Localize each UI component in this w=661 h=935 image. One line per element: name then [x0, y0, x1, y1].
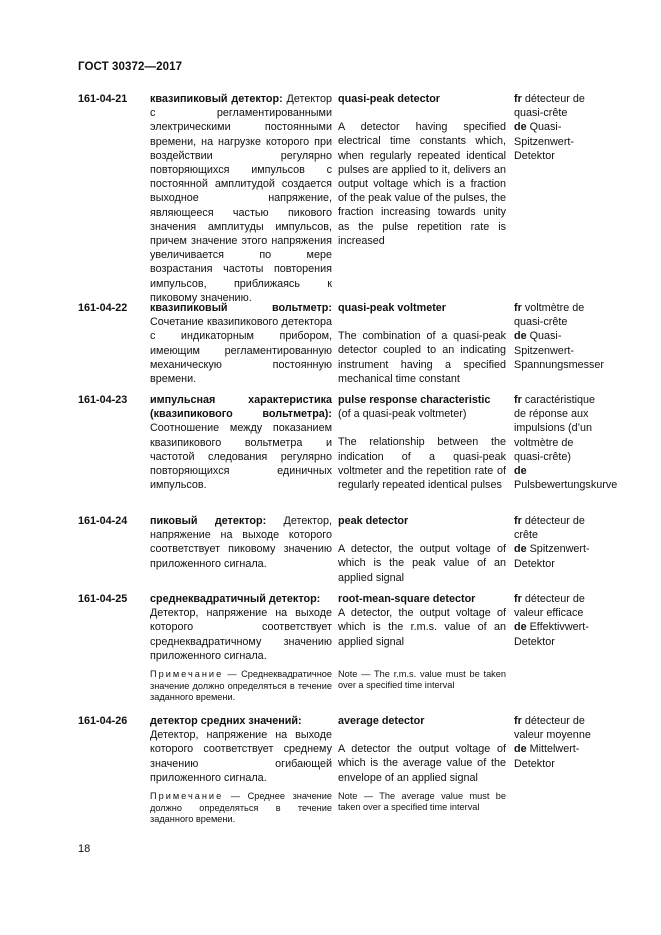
de-term: Quasi-Spitzenwert-Spannungsmesser	[514, 330, 605, 371]
fr-label: fr	[514, 93, 522, 105]
ru-definition	[150, 393, 332, 492]
en-definition	[338, 301, 506, 386]
fr-label: fr	[514, 715, 522, 727]
ru-note-text: — Среднее значение должно определяться в течение заданного времени.	[150, 791, 332, 825]
fr-term: caractéristique de réponse aux impulsions (d’un voltmètre de quasi-crête)	[514, 394, 596, 463]
en-definition	[338, 514, 506, 585]
de-label: de	[514, 465, 527, 478]
en-definition	[338, 393, 506, 492]
term-entry	[78, 301, 605, 393]
other-languages	[514, 714, 598, 771]
ru-definition	[150, 592, 332, 704]
entry-number: 161-04-22	[78, 302, 128, 314]
term-entry	[78, 514, 588, 592]
de-label: de	[514, 121, 527, 134]
de-label: de	[514, 621, 527, 634]
other-languages	[514, 514, 598, 571]
en-text: A detector, the output voltage of which is the peak value of an applied signal	[338, 543, 506, 584]
ru-term: квазипиковый детектор:	[150, 93, 283, 105]
en-definition	[338, 592, 506, 692]
ru-term: среднеквадратичный детектор:	[150, 593, 321, 605]
ru-definition	[150, 714, 332, 826]
en-note: Note — The average value must be taken over a specified time interval	[338, 790, 506, 813]
ru-note	[150, 669, 332, 704]
fr-term: détecteur de valeur efficace	[514, 593, 585, 620]
entry-number: 161-04-23	[78, 394, 128, 406]
document-header: ГОСТ 30372—2017	[78, 61, 183, 73]
fr-label: fr	[514, 302, 522, 314]
ru-text: Детектор с регламентированными электрическими постоянными времени, на нагрузке которого при воздействии регулярно повторяющихся импульсов с постоянной амплитудой создается выходное напряжение, являющееся частью пикового значения амплитуды импульсов, причем значение этого напряжения увеличивается по мере возрастания частоты повторения импульсов, приближаясь к пиковому значению.	[150, 93, 332, 304]
ru-term: детектор средних значений:	[150, 715, 302, 727]
fr-term: détecteur de valeur moyenne	[514, 715, 591, 742]
en-text: The relationship between the indication of a quasi-peak voltmeter and the repetition rate of regularly repeated identical pulses	[338, 436, 506, 492]
ru-note-text: — Среднеквадратичное значение должно определяться в течение заданного времени.	[150, 669, 332, 703]
de-term: Effektivwert-Detektor	[514, 621, 589, 648]
de-term: Mittelwert-Detektor	[514, 743, 580, 770]
ru-note-label: Примечание	[150, 669, 224, 680]
fr-label: fr	[514, 394, 522, 406]
entry-number: 161-04-21	[78, 93, 128, 105]
en-term: root-mean-square detector	[338, 593, 476, 605]
term-entry	[78, 714, 591, 836]
term-entry	[78, 393, 618, 514]
de-term: Quasi-Spitzenwert-Detektor	[514, 121, 575, 162]
en-definition	[338, 714, 506, 814]
en-term: quasi-peak voltmeter	[338, 302, 447, 314]
other-languages	[514, 301, 605, 372]
en-text: A detector having specified electrical time constants which, when regularly repeated identical pulses are applied to it, delivers an output voltage which is a fraction of the peak value of the pulses, the fraction increasing towards unity as the pulse repetition rate is increased	[338, 121, 506, 247]
entry-number: 161-04-24	[78, 515, 128, 527]
other-languages	[514, 592, 598, 649]
ru-text: Детектор, напряжение на выходе которого соответствует пиковому значению приложенного сигнала.	[150, 515, 333, 570]
fr-label: fr	[514, 515, 522, 527]
terms-table	[78, 92, 618, 836]
en-text: A detector, the output voltage of which is the r.m.s. value of an applied signal	[338, 607, 506, 648]
fr-term: détecteur de quasi-crête	[514, 93, 585, 120]
en-term: quasi-peak detector	[338, 93, 441, 105]
de-term: Spitzenwert-Detektor	[514, 543, 590, 570]
ru-text: Детектор, напряжение на выходе которого соответствует среднему значению огибающей приложенного сигнала.	[150, 729, 332, 784]
de-label: de	[514, 330, 527, 343]
fr-term: voltmètre de quasi-crête	[514, 302, 585, 329]
en-definition	[338, 92, 506, 248]
en-text: A detector the output voltage of which is the average value of the envelope of an applied signal	[338, 743, 506, 784]
en-text: The combination of a quasi-peak detector coupled to an indicating instrument having a specified mechanical time constant	[338, 330, 506, 385]
term-entry	[78, 592, 588, 714]
de-label: de	[514, 743, 527, 756]
ru-definition	[150, 301, 332, 386]
en-note: Note — The r.m.s. value must be taken over a specified time interval	[338, 668, 506, 691]
en-term: average detector	[338, 715, 425, 727]
en-term: pulse response characteristic	[338, 394, 491, 406]
ru-definition	[150, 92, 332, 305]
ru-text: Сочетание квазипикового детектора с индикаторным прибором, имеющим регламентированную механическую постоянную времени.	[150, 316, 332, 386]
entry-number: 161-04-26	[78, 715, 128, 727]
term-entry	[78, 92, 588, 304]
entry-number: 161-04-25	[78, 593, 128, 605]
ru-text: Соотношение между показанием квазипикового вольтметра и частотой следования регулярно повторяющихся единичных импульсов.	[150, 422, 332, 492]
fr-term: détecteur de crête	[514, 515, 585, 542]
de-label: de	[514, 543, 527, 556]
ru-definition	[150, 514, 332, 571]
de-term: Pulsbewertungskurve	[514, 479, 618, 492]
other-languages	[514, 393, 618, 492]
ru-text: Детектор, напряжение на выходе которого соответствует среднеквадратичному значению приложенного сигнала.	[150, 607, 332, 662]
ru-term: импульсная характеристика (квазипикового вольтметра):	[150, 394, 332, 421]
page-number: 18	[78, 843, 91, 855]
ru-note-label: Примечание	[150, 791, 224, 802]
other-languages	[514, 92, 598, 163]
en-term: peak detector	[338, 515, 409, 527]
ru-term: квазипиковый вольтметр:	[150, 302, 332, 314]
ru-note	[150, 791, 332, 826]
ru-term: пиковый детектор:	[150, 515, 267, 527]
en-qualifier: (of a quasi-peak voltmeter)	[338, 408, 467, 421]
fr-label: fr	[514, 593, 522, 605]
